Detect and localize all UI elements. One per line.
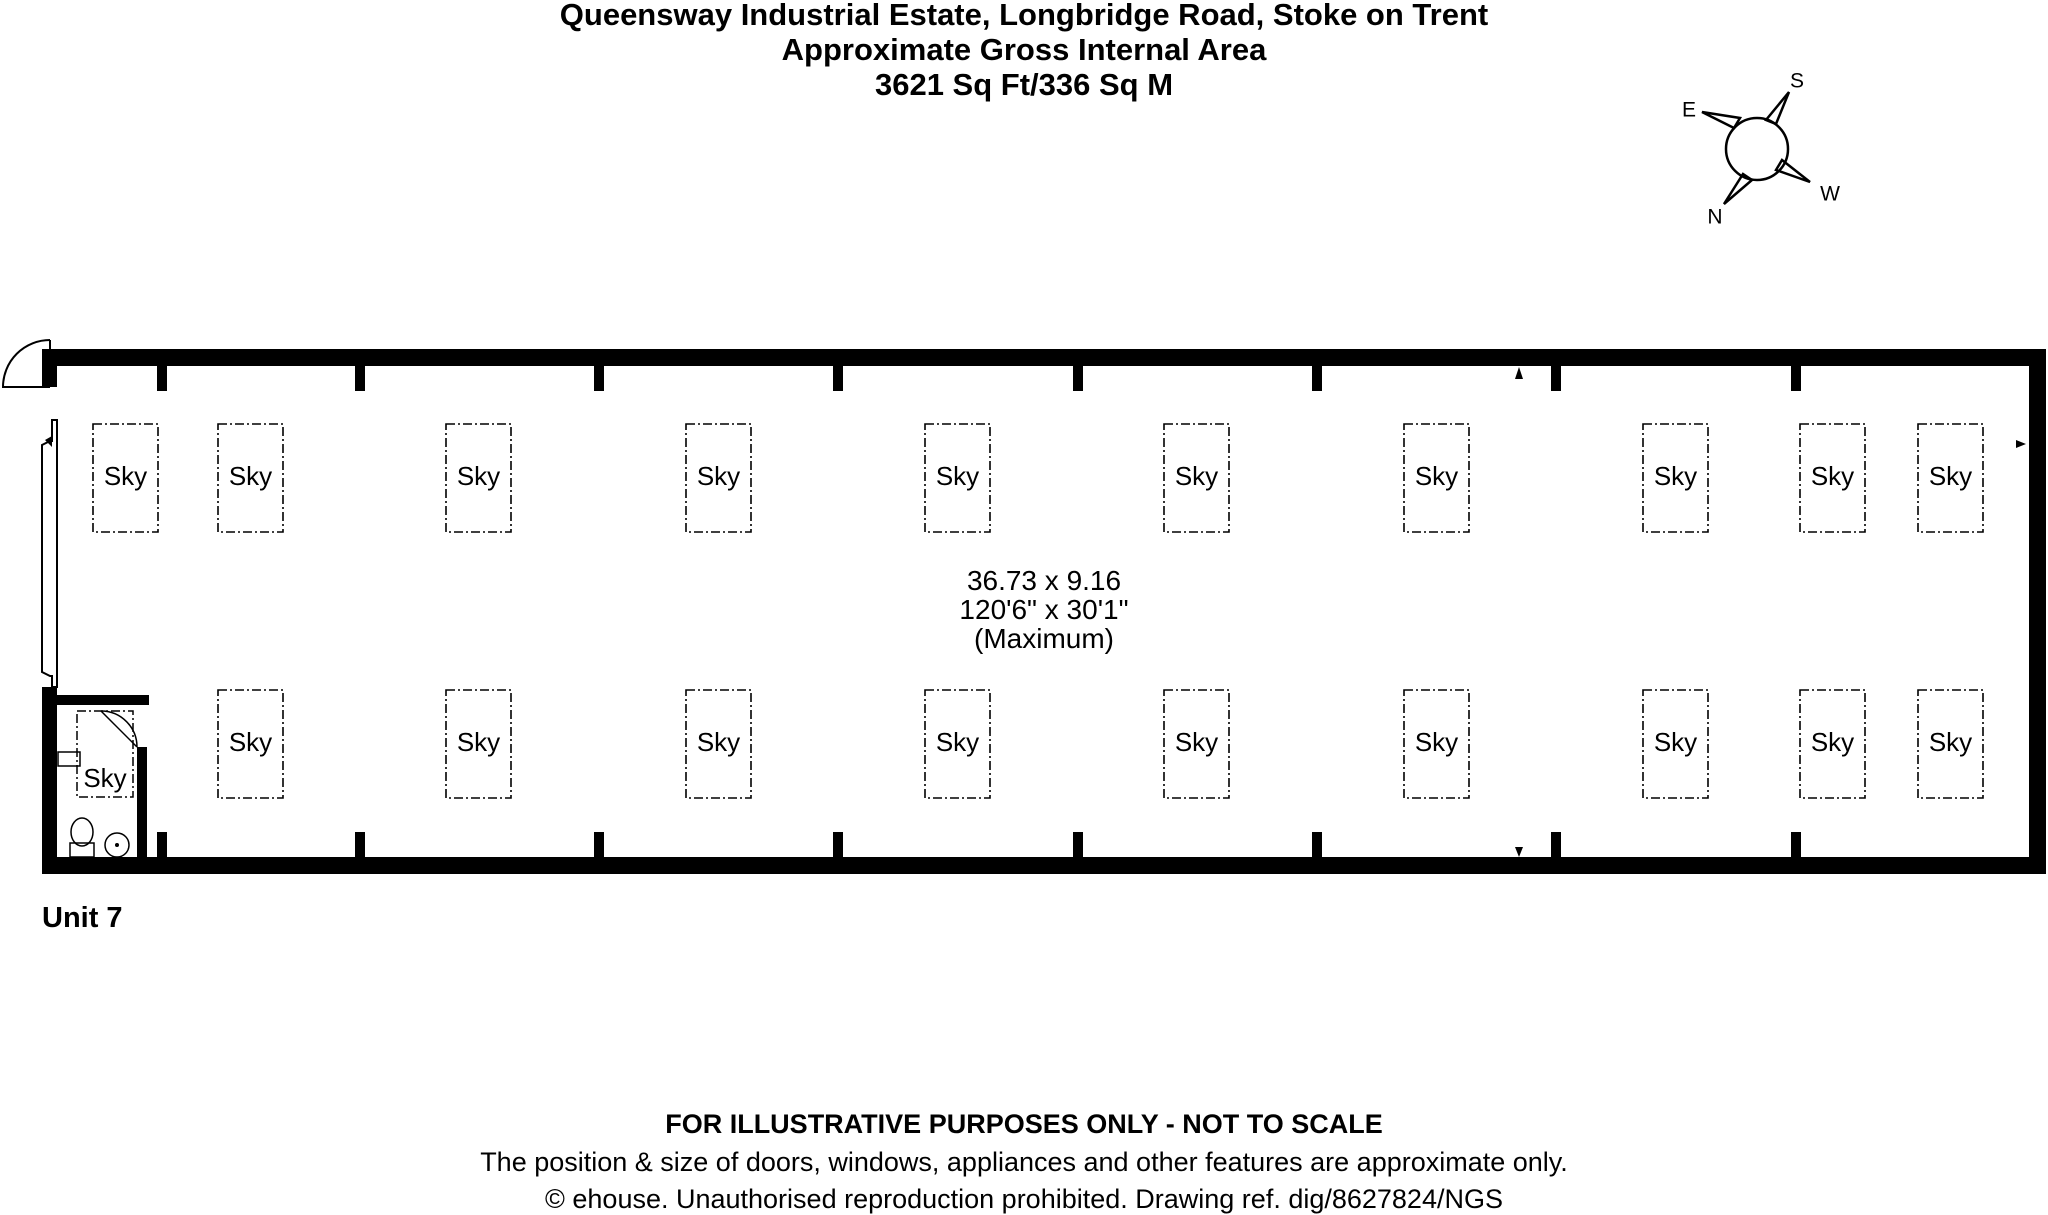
compass-label-e: E [1681, 98, 1697, 122]
skylight-bottom-5 [1164, 690, 1229, 798]
skylight-top-7 [1404, 424, 1469, 532]
compass-pointer-w [1776, 160, 1810, 182]
skylight-label: Sky [456, 460, 501, 491]
pillar-bottom-1 [157, 832, 167, 857]
door-marker-bottom [1515, 847, 1523, 857]
compass-label-w: W [1820, 182, 1840, 206]
skylight-bottom-9 [1918, 690, 1983, 798]
skylight-top-10 [1918, 424, 1983, 532]
pillar-top-1 [157, 366, 167, 391]
skylight-bottom-8 [1800, 690, 1865, 798]
room-dimensions-imperial: 120'6" x 30'1" [959, 594, 1129, 625]
compass-rose [1682, 70, 1840, 229]
gross-area: 3621 Sq Ft/336 Sq M [874, 67, 1174, 102]
skylight-label: Sky [935, 460, 980, 491]
skylight-label: Sky [1928, 460, 1973, 491]
pillar-top-8 [1791, 366, 1801, 391]
skylight-label: Sky [228, 460, 273, 491]
pillar-top-4 [833, 366, 843, 391]
skylight-top-6 [1164, 424, 1229, 532]
skylight-bottom-6 [1404, 690, 1469, 798]
toilet-bowl [71, 818, 93, 846]
skylight-bottom-2 [446, 690, 511, 798]
skylights-top-row [93, 424, 1983, 532]
skylight-label: Sky [1653, 460, 1698, 491]
pillar-top-6 [1312, 366, 1322, 391]
skylight-label: Sky [103, 460, 148, 491]
entrance-marker-left [45, 436, 52, 447]
wall-bottom [42, 857, 2046, 874]
pillar-bottom-6 [1312, 832, 1322, 857]
wall-right [2029, 349, 2046, 874]
skylight-label: Sky [228, 726, 273, 757]
skylight-top-4 [686, 424, 751, 532]
room-dimensions-note: (Maximum) [974, 623, 1114, 654]
pillar-bottom-5 [1073, 832, 1083, 857]
skylight-label: Sky [1414, 460, 1459, 491]
compass-pointer-e [1702, 112, 1740, 128]
pillar-top-5 [1073, 366, 1083, 391]
pillar-bottom-2 [355, 832, 365, 857]
skylight-label: Sky [696, 460, 741, 491]
door-markers [1515, 367, 2026, 857]
plan-title: Queensway Industrial Estate, Longbridge Road, Stoke on Trent [559, 0, 1489, 32]
door-marker-top [1515, 367, 1523, 379]
skylight-top-3 [446, 424, 511, 532]
footer-note: The position & size of doors, windows, appliances and other features are approximate only. [480, 1147, 1568, 1177]
wc-wall-top [57, 695, 149, 705]
pillar-top-3 [594, 366, 604, 391]
skylight-top-8 [1643, 424, 1708, 532]
front-window [42, 420, 57, 687]
wall-left-lower [42, 687, 57, 874]
compass-label-n: N [1707, 205, 1723, 229]
room-dimensions-metric: 36.73 x 9.16 [966, 565, 1122, 596]
copyright: © ehouse. Unauthorised reproduction prohibited. Drawing ref. dig/8627824/NGS [545, 1184, 1503, 1214]
skylight-label: Sky [1810, 726, 1855, 757]
compass-pointer-n [1724, 174, 1752, 204]
compass-label-s: S [1789, 69, 1805, 93]
plan-subtitle: Approximate Gross Internal Area [781, 32, 1267, 67]
skylight-top-1 [93, 424, 158, 532]
pillar-bottom-8 [1791, 832, 1801, 857]
unit-label: Unit 7 [42, 902, 123, 934]
wc-room [58, 711, 137, 857]
skylight-bottom-1 [218, 690, 283, 798]
compass-pointer-s [1766, 92, 1789, 124]
wc-wall-side [137, 747, 147, 861]
pillar-top-7 [1551, 366, 1561, 391]
skylight-bottom-4 [925, 690, 990, 798]
entrance [3, 340, 57, 687]
wall-top [42, 349, 2046, 366]
door-marker-right [2016, 440, 2026, 448]
skylight-label: Sky [696, 726, 741, 757]
toilet-cistern [70, 843, 94, 857]
pillar-bottom-4 [833, 832, 843, 857]
skylights-bottom-row [218, 690, 1983, 798]
wc-skylight-label: Sky [83, 762, 127, 793]
skylight-label: Sky [1928, 726, 1973, 757]
skylight-label: Sky [1174, 460, 1219, 491]
skylight-label: Sky [1810, 460, 1855, 491]
skylight-label: Sky [935, 726, 980, 757]
wash-basin-drain [115, 843, 119, 847]
skylight-top-9 [1800, 424, 1865, 532]
skylight-top-5 [925, 424, 990, 532]
skylight-label: Sky [1653, 726, 1698, 757]
pillar-top-2 [355, 366, 365, 391]
pillar-bottom-7 [1551, 832, 1561, 857]
pillar-bottom-3 [594, 832, 604, 857]
disclaimer: FOR ILLUSTRATIVE PURPOSES ONLY - NOT TO SCALE [665, 1109, 1383, 1139]
skylight-bottom-7 [1643, 690, 1708, 798]
skylight-label: Sky [1414, 726, 1459, 757]
skylight-bottom-3 [686, 690, 751, 798]
skylight-label: Sky [456, 726, 501, 757]
skylight-top-2 [218, 424, 283, 532]
skylight-label: Sky [1174, 726, 1219, 757]
